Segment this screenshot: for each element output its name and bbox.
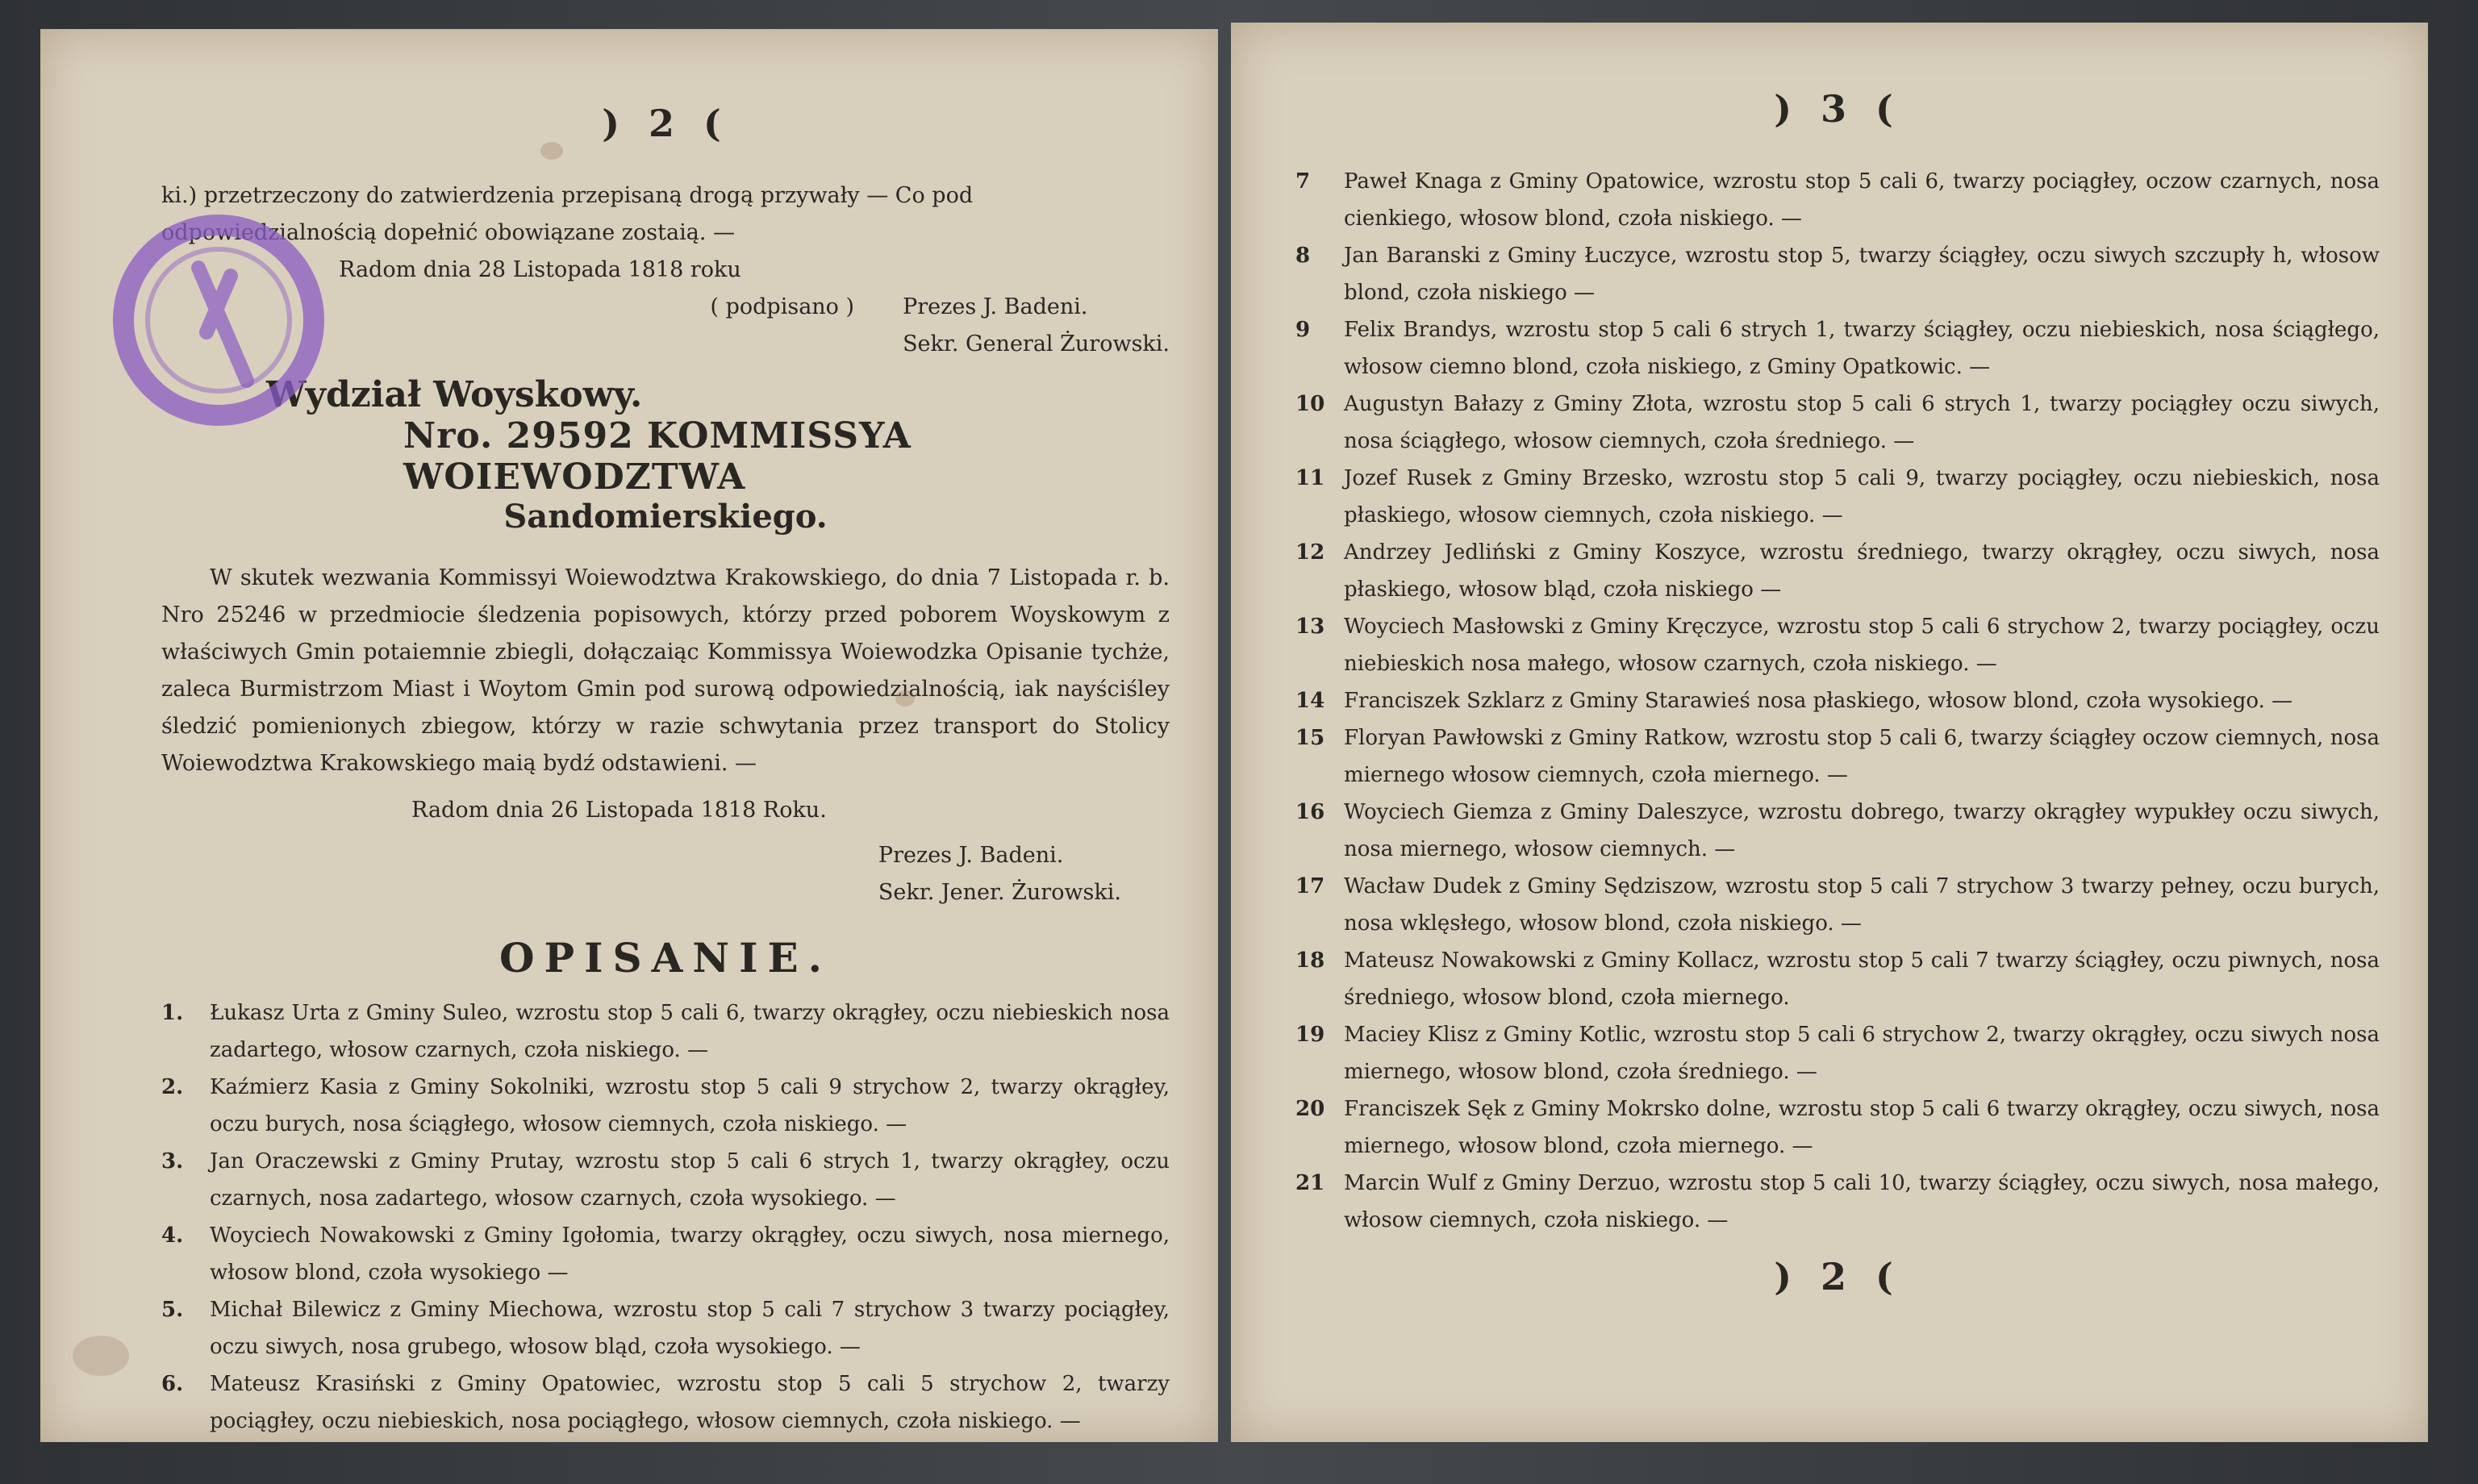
list-item <box>1295 460 2380 534</box>
list-item <box>1295 386 2380 460</box>
entry-number: 2. <box>161 1075 184 1099</box>
list-item <box>1295 237 2380 311</box>
department-heading: Wydział Woyskowy. <box>266 374 643 415</box>
list-item <box>161 1069 1170 1143</box>
list-item <box>1295 311 2380 386</box>
list-item <box>1295 163 2380 237</box>
right-page <box>1231 23 2428 1442</box>
list-item <box>161 1365 1170 1440</box>
list-item <box>1295 942 2380 1016</box>
entry-text: Jozef Rusek z Gminy Brzesko, wzrostu stop 5 cali 9, twarzy pociągłey, oczu niebieskich, nosa płaskiego, włosow ciemnych, czoła niskiego. — <box>1344 466 2380 527</box>
continuation-text: ki.) przetrzeczony do zatwierdzenia przepisaną drogą przywały — Co pod odpowiedzialnością dopełnić obowiązane zostaią. — <box>161 183 974 245</box>
list-item <box>161 1217 1170 1291</box>
commission-heading-2: Sandomierskiego. <box>503 498 828 536</box>
entry-text: Maciey Klisz z Gminy Kotlic, wzrostu stop 5 cali 6 strychow 2, twarzy okrągłey, oczu siwych nosa miernego, włosow blond, czoła średniego. — <box>1344 1023 2380 1084</box>
entry-number: 3. <box>161 1149 184 1173</box>
entry-text: Wacław Dudek z Gminy Sędziszow, wzrostu stop 5 cali 7 strychow 3 twarzy pełney, oczu burych, nosa wklęsłego, włosow blond, czoła niskiego. — <box>1344 874 2380 936</box>
entry-text: Franciszek Sęk z Gminy Mokrsko dolne, wzrostu stop 5 cali 6 twarzy okrągłey, oczu siwych, nosa miernego, włosow blond, czoła miernego. — <box>1344 1097 2380 1158</box>
list-item <box>1295 1016 2380 1090</box>
entry-text: Mateusz Krasiński z Gminy Opatowiec, wzrostu stop 5 cali 5 strychow 2, twarzy pociągłey, oczu niebieskich, nosa pociągłego, włosow ciemnych, czoła niskiego. — <box>210 1372 1170 1433</box>
entry-number: 10 <box>1295 392 1325 416</box>
paper-stain <box>73 1336 129 1376</box>
entry-number: 5. <box>161 1298 184 1322</box>
date-2: Radom dnia 26 Listopada 1818 Roku. <box>411 798 827 823</box>
signer-1: Prezes J. Badeni. <box>903 294 1088 319</box>
signature-block-2 <box>161 837 1170 911</box>
list-item <box>161 994 1170 1069</box>
ink-stain <box>895 690 915 707</box>
entry-text: Floryan Pawłowski z Gminy Ratkow, wzrostu stop 5 cali 6, twarzy ściągłey oczow ciemnych, nosa miernego włosow ciemnych, czoła miernego. — <box>1344 726 2380 787</box>
secretary-2: Sekr. Jener. Żurowski. <box>878 880 1121 905</box>
entry-number: 21 <box>1295 1171 1325 1195</box>
entry-text: Woyciech Nowakowski z Gminy Igołomia, twarzy okrągłey, oczu siwych, nosa miernego, włosow blond, czoła wysokiego — <box>210 1223 1170 1285</box>
list-item <box>1295 1090 2380 1165</box>
list-item <box>1295 868 2380 942</box>
ink-stain <box>540 142 563 160</box>
entry-text: Augustyn Bałazy z Gminy Złota, wzrostu stop 5 cali 6 strych 1, twarzy pociągłey oczu siwych, nosa ściągłego, włosow ciemnych, czoła średniego. — <box>1344 392 2380 453</box>
entry-number: 14 <box>1295 689 1325 713</box>
list-item <box>1295 719 2380 794</box>
date-1: Radom dnia 28 Listopada 1818 roku <box>339 257 741 282</box>
signer-2: Prezes J. Badeni. <box>878 843 1064 868</box>
entry-number: 11 <box>1295 466 1325 490</box>
entry-number: 13 <box>1295 615 1325 639</box>
entry-text: Woyciech Masłowski z Gminy Kręczyce, wzrostu stop 5 cali 6 strychow 2, twarzy pociągłey, oczu niebieskich nosa małego, włosow czarnych, czoła niskiego. — <box>1344 615 2380 676</box>
entry-number: 18 <box>1295 948 1325 973</box>
list-item <box>1295 608 2380 682</box>
body-paragraph: W skutek wezwania Kommissyi Woiewodztwa Krakowskiego, do dnia 7 Listopada r. b. Nro 25246 w przedmiocie śledzenia popisowych, którzy przed poborem Woyskowym z właściwych Gmin potaiemnie zbiegli, dołączaiąc Kommissya Woiewodzka Opisanie tychże, zaleca Burmistrzom Miast i Woytom Gmin pod surową odpowiedzialnością, iak nayściśley śledzić pomienionych zbiegow, którzy w razie schwytania przez transport do Stolicy Woiewodztwa Krakowskiego maią bydź odstawieni. — <box>161 565 1170 776</box>
entry-number: 19 <box>1295 1023 1325 1047</box>
list-item <box>1295 1165 2380 1239</box>
entry-text: Łukasz Urta z Gminy Suleo, wzrostu stop 5 cali 6, twarzy okrągłey, oczu niebieskich nosa zadartego, włosow czarnych, czoła niskiego. — <box>210 1001 1170 1062</box>
entry-number: 6. <box>161 1372 184 1396</box>
entry-text: Marcin Wulf z Gminy Derzuo, wzrostu stop 5 cali 10, twarzy ściągłey, oczu siwych, nosa małego, włosow ciemnych, czoła niskiego. — <box>1344 1171 2380 1232</box>
signed-label: ( podpisano ) <box>710 294 855 319</box>
entry-number: 15 <box>1295 726 1325 750</box>
entry-text: Mateusz Nowakowski z Gminy Kollacz, wzrostu stop 5 cali 7 twarzy ściągłey, oczu piwnych, nosa średniego, włosow blond, czoła miernego. <box>1344 948 2380 1010</box>
entry-text: Andrzey Jedliński z Gminy Koszyce, wzrostu średniego, twarzy okrągłey, oczu siwych, nosa płaskiego, włosow bląd, czoła niskiego — <box>1344 540 2380 602</box>
entry-text: Felix Brandys, wzrostu stop 5 cali 6 strych 1, twarzy ściągłey, oczu niebieskich, nosa ściągłego, włosow ciemno blond, czoła niskiego, z Gminy Opatkowic. — <box>1344 318 2380 379</box>
entry-text: Jan Baranski z Gminy Łuczyce, wzrostu stop 5, twarzy ściągłey, oczu siwych szczupły h, włosow blond, czoła niskiego — <box>1344 244 2380 305</box>
catchword: ) 2 ( <box>1774 1255 1901 1298</box>
commission-heading: Nro. 29592 KOMMISSYA WOIEWODZTWA <box>403 415 912 498</box>
entry-number: 16 <box>1295 800 1325 824</box>
entry-number: 17 <box>1295 874 1325 898</box>
page-number: ) 2 ( <box>602 102 729 145</box>
entry-number: 7 <box>1295 169 1311 194</box>
entry-list-left <box>161 994 1170 1440</box>
list-item <box>1295 682 2380 719</box>
entry-text: Kaźmierz Kasia z Gminy Sokolniki, wzrostu stop 5 cali 9 strychow 2, twarzy okrągłey, oczu burych, nosa ściągłego, włosow ciemnych, czoła niskiego. — <box>210 1075 1170 1136</box>
list-item <box>1295 534 2380 608</box>
entry-text: Michał Bilewicz z Gminy Miechowa, wzrostu stop 5 cali 7 strychow 3 twarzy pociągłey, oczu siwych, nosa grubego, włosow bląd, czoła wysokiego. — <box>210 1298 1170 1359</box>
list-item <box>161 1143 1170 1217</box>
entry-list-right <box>1295 163 2380 1239</box>
entry-number: 20 <box>1295 1097 1325 1121</box>
list-item <box>161 1291 1170 1365</box>
entry-text: Jan Oraczewski z Gminy Prutay, wzrostu stop 5 cali 6 strych 1, twarzy okrągłey, oczu czarnych, nosa zadartego, włosow czarnych, czoła wysokiego. — <box>210 1149 1170 1211</box>
library-stamp <box>110 211 327 429</box>
entry-number: 4. <box>161 1223 184 1248</box>
entry-text: Woyciech Giemza z Gminy Daleszyce, wzrostu dobrego, twarzy okrągłey wypukłey oczu siwych, nosa miernego, włosow ciemnych. — <box>1344 800 2380 861</box>
entry-number: 8 <box>1295 244 1311 268</box>
entry-number: 1. <box>161 1001 184 1025</box>
entry-number: 12 <box>1295 540 1325 565</box>
list-item <box>1295 794 2380 868</box>
secretary-1: Sekr. General Żurowski. <box>903 331 1170 356</box>
description-heading: OPISANIE. <box>499 934 832 982</box>
entry-number: 9 <box>1295 318 1311 342</box>
entry-text: Paweł Knaga z Gminy Opatowice, wzrostu stop 5 cali 6, twarzy pociągłey, oczow czarnych, nosa cienkiego, włosow blond, czoła niskiego. — <box>1344 169 2380 231</box>
entry-text: Franciszek Szklarz z Gminy Starawieś nosa płaskiego, włosow blond, czoła wysokiego. — <box>1344 689 2293 713</box>
page-number: ) 3 ( <box>1774 87 1901 131</box>
